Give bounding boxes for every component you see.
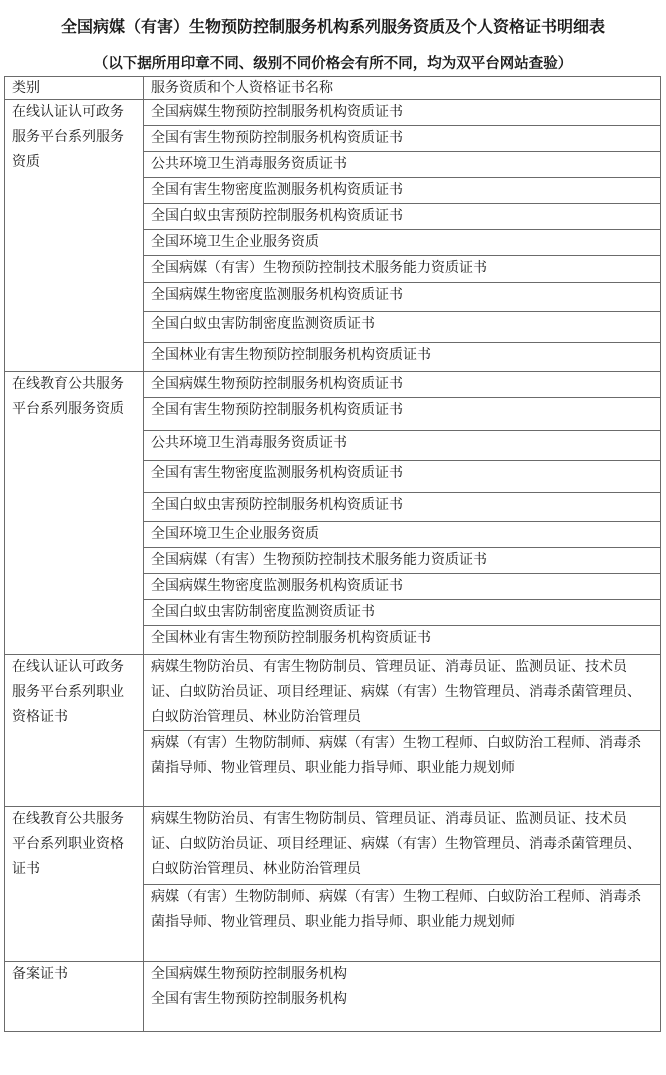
document-title: 全国病媒（有害）生物预防控制服务机构系列服务资质及个人资格证书明细表 bbox=[60, 17, 605, 36]
category-cell: 在线教育公共服务平台系列职业资格证书 bbox=[5, 807, 144, 962]
certificate-name-cell: 全国林业有害生物预防控制服务机构资质证书 bbox=[144, 343, 661, 372]
certificate-name-cell: 全国有害生物密度监测服务机构资质证书 bbox=[144, 178, 661, 204]
certificate-name-cell: 全国白蚁虫害防制密度监测资质证书 bbox=[144, 312, 661, 343]
certificate-name-cell: 全国环境卫生企业服务资质 bbox=[144, 522, 661, 548]
certificate-list-cell: 病媒生物防治员、有害生物防制员、管理员证、消毒员证、监测员证、技术员证、白蚁防治员证、项目经理证、病媒（有害）生物管理员、消毒杀菌管理员、白蚁防治管理员、林业防治管理员 bbox=[144, 807, 661, 885]
certificate-name-cell: 全国白蚁虫害防制密度监测资质证书 bbox=[144, 600, 661, 626]
certificate-name-cell: 全国环境卫生企业服务资质 bbox=[144, 230, 661, 256]
filing-certificate-cell bbox=[144, 962, 661, 1032]
table-row bbox=[5, 655, 661, 731]
filing-certificate-item: 全国病媒生物预防控制服务机构 bbox=[151, 966, 347, 982]
certificate-list-cell: 病媒（有害）生物防制师、病媒（有害）生物工程师、白蚁防治工程师、消毒杀菌指导师、物业管理员、职业能力指导师、职业能力规划师 bbox=[144, 885, 661, 962]
certificate-name-cell: 全国病媒（有害）生物预防控制技术服务能力资质证书 bbox=[144, 548, 661, 574]
certificate-name-cell: 全国病媒生物预防控制服务机构资质证书 bbox=[144, 100, 661, 126]
category-cell: 在线认证认可政务服务平台系列服务资质 bbox=[5, 100, 144, 372]
certificate-name-cell: 全国病媒生物预防控制服务机构资质证书 bbox=[144, 372, 661, 398]
document-subtitle: （以下据所用印章不同、级别不同价格会有所不同，均为双平台网站查验） bbox=[93, 56, 573, 72]
category-cell: 在线认证认可政务服务平台系列职业资格证书 bbox=[5, 655, 144, 807]
certificate-name-cell: 全国有害生物预防控制服务机构资质证书 bbox=[144, 398, 661, 431]
category-cell: 在线教育公共服务平台系列服务资质 bbox=[5, 372, 144, 655]
certificate-name-cell: 全国有害生物密度监测服务机构资质证书 bbox=[144, 461, 661, 493]
table-row bbox=[5, 807, 661, 885]
certificate-name-cell: 全国白蚁虫害预防控制服务机构资质证书 bbox=[144, 204, 661, 230]
certificate-name-cell: 全国病媒生物密度监测服务机构资质证书 bbox=[144, 283, 661, 312]
certificate-name-cell: 全国病媒生物密度监测服务机构资质证书 bbox=[144, 574, 661, 600]
table-header-row bbox=[5, 77, 661, 100]
table-row bbox=[5, 372, 661, 398]
header-certificate-name: 服务资质和个人资格证书名称 bbox=[144, 77, 661, 100]
header-category: 类别 bbox=[5, 77, 144, 100]
certificate-name-cell: 全国病媒（有害）生物预防控制技术服务能力资质证书 bbox=[144, 256, 661, 283]
certificate-list-cell: 病媒生物防治员、有害生物防制员、管理员证、消毒员证、监测员证、技术员证、白蚁防治员证、项目经理证、病媒（有害）生物管理员、消毒杀菌管理员、白蚁防治管理员、林业防治管理员 bbox=[144, 655, 661, 731]
category-cell: 备案证书 bbox=[5, 962, 144, 1032]
filing-certificate-item: 全国有害生物预防控制服务机构 bbox=[151, 991, 347, 1007]
certificate-list-cell: 病媒（有害）生物防制师、病媒（有害）生物工程师、白蚁防治工程师、消毒杀菌指导师、物业管理员、职业能力指导师、职业能力规划师 bbox=[144, 731, 661, 807]
certificate-name-cell: 全国林业有害生物预防控制服务机构资质证书 bbox=[144, 626, 661, 655]
table-row bbox=[5, 962, 661, 1032]
certificate-name-cell: 公共环境卫生消毒服务资质证书 bbox=[144, 152, 661, 178]
table-row bbox=[5, 100, 661, 126]
certificate-name-cell: 公共环境卫生消毒服务资质证书 bbox=[144, 431, 661, 461]
certificate-name-cell: 全国白蚁虫害预防控制服务机构资质证书 bbox=[144, 493, 661, 522]
certificate-table bbox=[4, 76, 661, 1032]
certificate-name-cell: 全国有害生物预防控制服务机构资质证书 bbox=[144, 126, 661, 152]
